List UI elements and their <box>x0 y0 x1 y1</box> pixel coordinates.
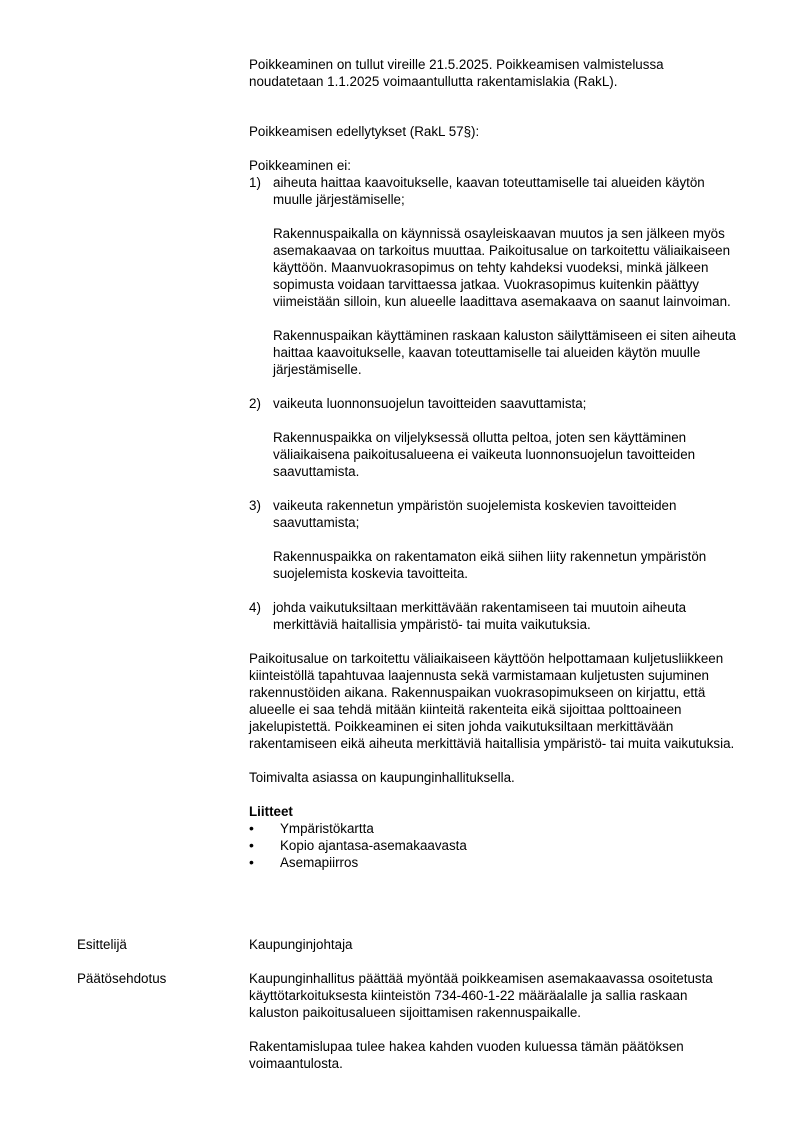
attachment-item <box>249 820 737 837</box>
proposal-paragraph: Rakentamislupaa tulee hakea kahden vuoden kuluessa tämän päätöksen voimaantulosta. <box>249 1039 684 1071</box>
condition-note: Rakennuspaikalla on käynnissä osayleiskaavan muutos ja sen jälkeen myös asemakaavaa on tarkoitus muuttaa. Paikoitusalue on tarkoitettu väliaikaiseen käyttöön. Maanvuokrasopimus on tehty kahdeksi vuodeksi, minkä jälkeen sopimusta voidaan tarvittaessa jatkaa. Vuokrasopimus kuitenkin päättyy viimeistään silloin, kun alueelle laadittava asemakaava on saanut lainvoiman. <box>273 226 731 309</box>
condition-note: Rakennuspaikka on rakentamaton eikä siihen liity rakennetun ympäristön suojelemista koskevia tavoitteita. <box>273 549 707 581</box>
conditions-lead: Poikkeaminen ei: <box>249 158 351 173</box>
attachment-label: Kopio ajantasa-asemakaavasta <box>280 838 467 853</box>
condition-number: 3) <box>249 498 261 513</box>
condition-item-3 <box>249 497 737 582</box>
condition-text: vaikeuta luonnonsuojelun tavoitteiden saavuttamista; <box>273 396 587 411</box>
condition-text: vaikeuta rakennetun ympäristön suojelemista koskevien tavoitteiden saavuttamista; <box>273 498 677 530</box>
condition-text: johda vaikutuksiltaan merkittävään rakentamiseen tai muutoin aiheuta merkittäviä haitallisia ympäristö- tai muita vaikutuksia. <box>273 600 687 632</box>
main-text-column <box>249 56 737 871</box>
proposal-label: Päätösehdotus <box>77 971 167 986</box>
attachment-label: Asemapiirros <box>280 855 359 870</box>
condition-item-1 <box>249 174 737 378</box>
attachments-heading: Liitteet <box>249 804 293 819</box>
attachment-item <box>249 854 737 871</box>
conditions-heading: Poikkeamisen edellytykset (RakL 57§): <box>249 124 480 139</box>
bullet-icon: • <box>249 854 254 870</box>
condition-item-4 <box>249 599 737 633</box>
attachment-item <box>249 837 737 854</box>
condition-item-2 <box>249 395 737 480</box>
condition-number: 2) <box>249 396 261 411</box>
condition-note: Rakennuspaikan käyttäminen raskaan kaluston säilyttämiseen ei siten aiheuta haittaa kaavoitukselle, kaavan toteuttamiselle tai alueiden käytön muulle järjestämiselle. <box>273 328 736 377</box>
attachment-label: Ympäristökartta <box>280 821 374 836</box>
intro-paragraph: Poikkeaminen on tullut vireille 21.5.2025. Poikkeamisen valmistelussa noudatetaan 1.1.2025 voimaantullutta rakentamislakia (RakL). <box>249 57 664 89</box>
condition-note: Rakennuspaikka on viljelyksessä ollutta peltoa, joten sen käyttäminen väliaikaisena paikoitusalueena ei vaikeuta luonnonsuojelun tavoitteiden saavuttamista. <box>273 430 696 479</box>
condition-number: 4) <box>249 600 261 615</box>
bullet-icon: • <box>249 820 254 836</box>
proposal-paragraph: Kaupunginhallitus päättää myöntää poikkeamisen asemakaavassa osoitetusta käyttötarkoituksesta kiinteistön 734-460-1-22 määräalalle ja sallia raskaan kaluston paikoitusalueen sijoittamisen rakennuspaikalle. <box>249 971 713 1020</box>
proposal-content <box>249 970 737 1072</box>
presenter-value: Kaupunginjohtaja <box>249 937 353 952</box>
condition-number: 1) <box>249 175 261 190</box>
presenter-label: Esittelijä <box>77 937 127 952</box>
condition-text: aiheuta haittaa kaavoitukselle, kaavan toteuttamiselle tai alueiden käytön muulle järjestämiselle; <box>273 175 705 207</box>
summary-paragraph: Paikoitusalue on tarkoitettu väliaikaiseen käyttöön helpottamaan kuljetusliikkeen kiinteistöllä tapahtuvaa laajennusta sekä varmistamaan kuljetusten sujuminen rakennustöiden aikana. Rakennuspaikan vuokrasopimukseen on kirjattu, että alueelle ei saa tehdä mitään kiinteitä rakenteita eikä sijoittaa polttoaineen jakelupistettä. Poikkeaminen ei siten johda vaikutuksiltaan merkittävään rakentamiseen eikä aiheuta merkittäviä haitallisia ympäristö- tai muita vaikutuksia. <box>249 651 735 751</box>
authority-paragraph: Toimivalta asiassa on kaupunginhallituksella. <box>249 770 515 785</box>
bullet-icon: • <box>249 837 254 853</box>
